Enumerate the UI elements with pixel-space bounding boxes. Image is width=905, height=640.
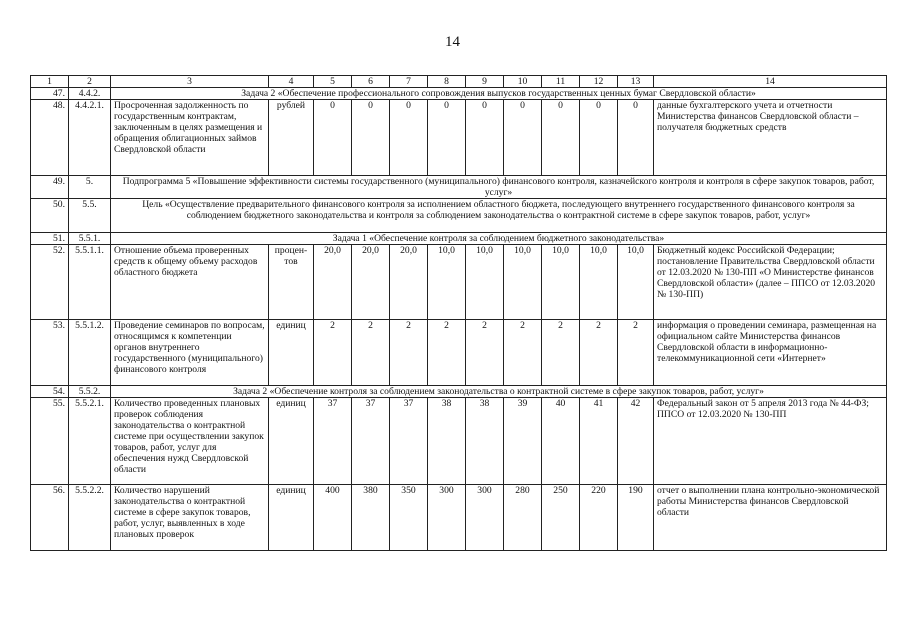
indicator-value: 2: [618, 320, 654, 386]
row-code: 5.5.1.: [69, 233, 111, 245]
row-number: 56.: [31, 485, 69, 551]
indicator-value: 42: [618, 398, 654, 485]
indicator-value: 39: [504, 398, 542, 485]
column-header: 8: [428, 76, 466, 88]
indicator-value: 280: [504, 485, 542, 551]
indicator-value: 2: [580, 320, 618, 386]
indicator-value: 250: [542, 485, 580, 551]
column-header: 4: [269, 76, 314, 88]
column-header: 11: [542, 76, 580, 88]
row-code: 5.5.1.2.: [69, 320, 111, 386]
row-number: 47.: [31, 88, 69, 100]
column-header: 3: [111, 76, 269, 88]
indicator-value: 37: [314, 398, 352, 485]
indicator-value: 37: [390, 398, 428, 485]
indicator-value: 10,0: [542, 245, 580, 320]
row-code: 5.5.1.1.: [69, 245, 111, 320]
indicator-value: 300: [428, 485, 466, 551]
column-header: 1: [31, 76, 69, 88]
table-row: [31, 245, 887, 320]
section-title: Задача 2 «Обеспечение контроля за соблюдением законодательства о контрактной системе в сфере закупок товаров, работ, услуг»: [111, 386, 887, 398]
indicator-value: 0: [618, 100, 654, 176]
unit-of-measure: процен-тов: [269, 245, 314, 320]
row-code: 5.5.2.: [69, 386, 111, 398]
indicator-value: 38: [466, 398, 504, 485]
indicator-value: 38: [428, 398, 466, 485]
unit-of-measure: единиц: [269, 485, 314, 551]
row-number: 48.: [31, 100, 69, 176]
indicator-value: 0: [314, 100, 352, 176]
row-code: 5.5.2.2.: [69, 485, 111, 551]
section-title: Задача 1 «Обеспечение контроля за соблюдением бюджетного законодательства»: [111, 233, 887, 245]
unit-of-measure: рублей: [269, 100, 314, 176]
row-number: 50.: [31, 199, 69, 233]
table-row: [31, 88, 887, 100]
table-header-row: [31, 76, 887, 88]
indicator-value: 40: [542, 398, 580, 485]
page-number: 14: [445, 34, 460, 50]
indicator-value: 10,0: [504, 245, 542, 320]
column-header: 13: [618, 76, 654, 88]
indicator-value: 2: [390, 320, 428, 386]
unit-of-measure: единиц: [269, 398, 314, 485]
indicator-value: 380: [352, 485, 390, 551]
indicator-value: 400: [314, 485, 352, 551]
row-number: 54.: [31, 386, 69, 398]
column-header: 10: [504, 76, 542, 88]
unit-of-measure: единиц: [269, 320, 314, 386]
indicator-value: 2: [314, 320, 352, 386]
indicator-value: 20,0: [390, 245, 428, 320]
column-header: 5: [314, 76, 352, 88]
indicator-value: 20,0: [314, 245, 352, 320]
indicator-value: 0: [390, 100, 428, 176]
row-number: 52.: [31, 245, 69, 320]
row-code: 5.5.: [69, 199, 111, 233]
indicator-value: 10,0: [618, 245, 654, 320]
column-header: 7: [390, 76, 428, 88]
indicator-value: 37: [352, 398, 390, 485]
data-source: данные бухгалтерского учета и отчетности Министерства финансов Свердловской области – получателя бюджетных средств: [654, 100, 887, 176]
data-source: отчет о выполнении плана контрольно-экономической работы Министерства финансов Свердловской области: [654, 485, 887, 551]
indicator-value: 0: [352, 100, 390, 176]
row-code: 4.4.2.1.: [69, 100, 111, 176]
indicators-table: [30, 75, 887, 551]
row-code: 4.4.2.: [69, 88, 111, 100]
indicator-value: 2: [542, 320, 580, 386]
table-row: [31, 176, 887, 199]
indicator-value: 0: [428, 100, 466, 176]
row-code: 5.5.2.1.: [69, 398, 111, 485]
indicator-name: Количество проведенных плановых проверок соблюдения законодательства о контрактной системе при осуществлении закупок товаров, работ, услуг для обеспечения нужд Свердловской области: [111, 398, 269, 485]
column-header: 2: [69, 76, 111, 88]
row-number: 51.: [31, 233, 69, 245]
section-title: Цель «Осуществление предварительного финансового контроля за исполнением областного бюджета, последующего внутреннего государственного финансового контроля за соблюдением бюджетного законодательства и контроля за соблюдением законодательства о контрактной системе в сфере закупок товаров, работ, услуг»: [111, 199, 887, 233]
table-row: [31, 320, 887, 386]
indicator-value: 20,0: [352, 245, 390, 320]
table-row: [31, 233, 887, 245]
table-row: [31, 100, 887, 176]
indicator-value: 300: [466, 485, 504, 551]
table-row: [31, 485, 887, 551]
table-row: [31, 398, 887, 485]
indicator-value: 2: [428, 320, 466, 386]
indicator-name: Проведение семинаров по вопросам, относящимся к компетенции органов внутреннего государственного (муниципального) финансового контроля: [111, 320, 269, 386]
row-number: 55.: [31, 398, 69, 485]
indicator-value: 2: [504, 320, 542, 386]
data-source: Бюджетный кодекс Российской Федерации; постановление Правительства Свердловской области от 12.03.2020 № 130-ПП «О Министерстве финансов Свердловской области» (далее – ППСО от 12.03.2020 № 130-ПП): [654, 245, 887, 320]
indicator-name: Количество нарушений законодательства о контрактной системе в сфере закупок товаров, работ, услуг, выявленных в ходе плановых проверок: [111, 485, 269, 551]
column-header: 12: [580, 76, 618, 88]
table-row: [31, 386, 887, 398]
column-header: 9: [466, 76, 504, 88]
indicator-value: 190: [618, 485, 654, 551]
row-code: 5.: [69, 176, 111, 199]
section-title: Задача 2 «Обеспечение профессионального сопровождения выпусков государственных ценных бумаг Свердловской области»: [111, 88, 887, 100]
indicator-value: 10,0: [466, 245, 504, 320]
indicator-name: Просроченная задолженность по государственным контрактам, заключенным в целях размещения и обращения облигационных займов Свердловской области: [111, 100, 269, 176]
indicator-value: 0: [580, 100, 618, 176]
data-source: Федеральный закон от 5 апреля 2013 года № 44-ФЗ; ППСО от 12.03.2020 № 130-ПП: [654, 398, 887, 485]
indicator-value: 0: [542, 100, 580, 176]
indicator-value: 350: [390, 485, 428, 551]
indicator-value: 220: [580, 485, 618, 551]
row-number: 53.: [31, 320, 69, 386]
indicator-name: Отношение объема проверенных средств к общему объему расходов областного бюджета: [111, 245, 269, 320]
indicator-value: 41: [580, 398, 618, 485]
indicator-value: 10,0: [428, 245, 466, 320]
data-source: информация о проведении семинара, размещенная на официальном сайте Министерства финансов Свердловской области в информационно-телекоммуникационной сети «Интернет»: [654, 320, 887, 386]
indicator-value: 0: [466, 100, 504, 176]
table-row: [31, 199, 887, 233]
row-number: 49.: [31, 176, 69, 199]
section-title: Подпрограмма 5 «Повышение эффективности системы государственного (муниципального) финансового контроля, казначейского контроля и контроля в сфере закупок товаров, работ, услуг»: [111, 176, 887, 199]
indicator-value: 2: [352, 320, 390, 386]
column-header: 6: [352, 76, 390, 88]
indicator-value: 2: [466, 320, 504, 386]
indicator-value: 0: [504, 100, 542, 176]
column-header: 14: [654, 76, 887, 88]
indicator-value: 10,0: [580, 245, 618, 320]
